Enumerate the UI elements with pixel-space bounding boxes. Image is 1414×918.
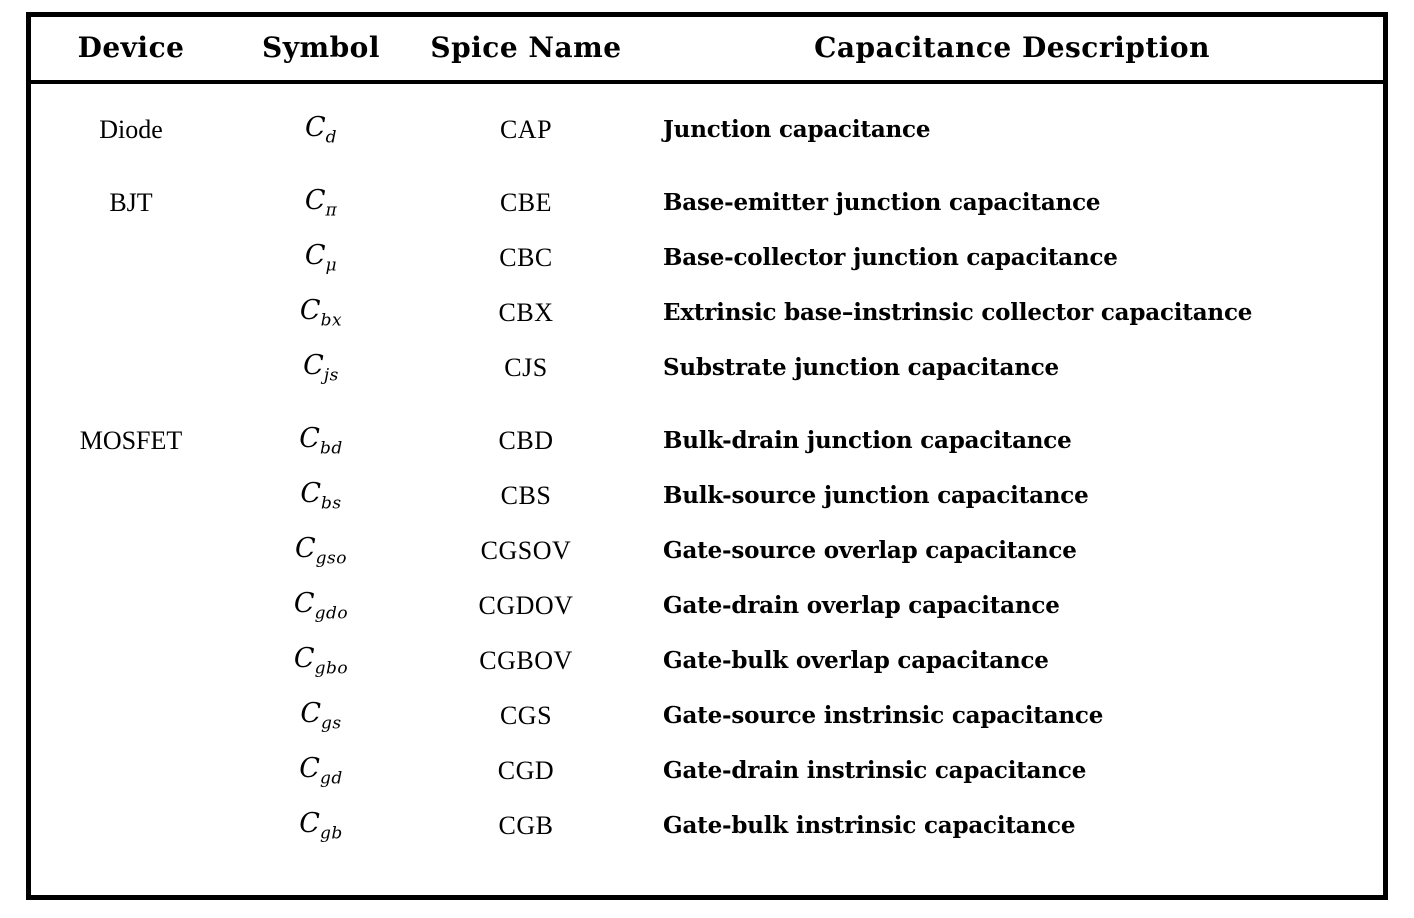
symbol-base: C bbox=[300, 697, 322, 729]
cell-description: Gate-bulk overlap capacitance bbox=[663, 647, 1049, 674]
table-body bbox=[31, 82, 1383, 853]
cell-device bbox=[31, 230, 231, 285]
cell-description: Base-emitter junction capacitance bbox=[663, 189, 1101, 216]
cell-device: Diode bbox=[99, 114, 163, 144]
cell-symbol bbox=[231, 157, 411, 230]
cell-symbol bbox=[231, 688, 411, 743]
table-row bbox=[31, 285, 1383, 340]
symbol-subscript: gs bbox=[321, 713, 342, 734]
cell-symbol bbox=[231, 285, 411, 340]
capacitance-table bbox=[31, 17, 1383, 853]
table-row bbox=[31, 230, 1383, 285]
cell-description: Base-collector junction capacitance bbox=[663, 244, 1118, 271]
cell-description: Extrinsic base–instrinsic collector capacitance bbox=[663, 299, 1253, 326]
table-row bbox=[31, 395, 1383, 468]
cell-description: Gate-source instrinsic capacitance bbox=[663, 702, 1104, 729]
cell-spice-name: CGD bbox=[497, 755, 555, 785]
symbol-base: C bbox=[293, 587, 315, 619]
cell-device bbox=[31, 285, 231, 340]
cell-device bbox=[31, 688, 231, 743]
symbol-base: C bbox=[303, 349, 324, 381]
cell-spice-name: CBX bbox=[498, 297, 554, 327]
cell-spice-name: CBD bbox=[498, 425, 554, 455]
header-row bbox=[31, 17, 1383, 82]
cell-symbol bbox=[231, 633, 411, 688]
cell-device bbox=[31, 743, 231, 798]
capacitance-table-frame bbox=[26, 12, 1388, 900]
cell-device bbox=[31, 798, 231, 853]
cell-device bbox=[31, 633, 231, 688]
table-row bbox=[31, 468, 1383, 523]
cell-symbol bbox=[231, 578, 411, 633]
header-symbol: Symbol bbox=[261, 31, 380, 64]
symbol-subscript: gso bbox=[315, 548, 347, 569]
table-row bbox=[31, 633, 1383, 688]
cell-spice-name: CGS bbox=[499, 700, 553, 730]
symbol-subscript: d bbox=[325, 127, 338, 148]
table-header bbox=[31, 17, 1383, 82]
cell-description: Substrate junction capacitance bbox=[663, 354, 1059, 381]
symbol-subscript: μ bbox=[325, 255, 338, 276]
cell-spice-name: CGSOV bbox=[480, 535, 572, 565]
cell-symbol bbox=[231, 743, 411, 798]
cell-description: Bulk-source junction capacitance bbox=[663, 482, 1089, 509]
table-row bbox=[31, 798, 1383, 853]
header-spice-name: Spice Name bbox=[430, 31, 622, 64]
cell-device: BJT bbox=[109, 187, 153, 217]
table-row bbox=[31, 523, 1383, 578]
cell-description: Junction capacitance bbox=[663, 116, 931, 143]
cell-device bbox=[31, 468, 231, 523]
cell-spice-name: CGB bbox=[498, 810, 554, 840]
table-row bbox=[31, 82, 1383, 157]
symbol-subscript: bs bbox=[321, 493, 342, 514]
cell-device bbox=[31, 340, 231, 395]
symbol-base: C bbox=[304, 184, 326, 216]
symbol-base: C bbox=[293, 642, 315, 674]
cell-description: Gate-bulk instrinsic capacitance bbox=[663, 812, 1076, 839]
cell-device bbox=[31, 578, 231, 633]
table-row bbox=[31, 688, 1383, 743]
symbol-base: C bbox=[304, 111, 326, 143]
header-capacitance-description: Capacitance Description bbox=[814, 31, 1210, 64]
cell-symbol bbox=[231, 340, 411, 395]
cell-device: MOSFET bbox=[79, 425, 183, 455]
symbol-base: C bbox=[300, 477, 322, 509]
symbol-subscript: bx bbox=[320, 310, 343, 331]
cell-spice-name: CBS bbox=[500, 480, 552, 510]
cell-symbol bbox=[231, 523, 411, 578]
table-row bbox=[31, 578, 1383, 633]
symbol-subscript: js bbox=[323, 365, 339, 386]
cell-description: Bulk-drain junction capacitance bbox=[663, 427, 1072, 454]
symbol-subscript: gbo bbox=[314, 658, 349, 679]
symbol-base: C bbox=[299, 807, 320, 839]
cell-description: Gate-drain overlap capacitance bbox=[663, 592, 1060, 619]
symbol-subscript: gb bbox=[319, 823, 343, 844]
table-row bbox=[31, 157, 1383, 230]
cell-spice-name: CBE bbox=[499, 187, 553, 217]
symbol-base: C bbox=[294, 532, 316, 564]
cell-device bbox=[31, 523, 231, 578]
cell-description: Gate-source overlap capacitance bbox=[663, 537, 1077, 564]
cell-symbol bbox=[231, 798, 411, 853]
table-row bbox=[31, 743, 1383, 798]
symbol-subscript: gd bbox=[319, 768, 343, 789]
cell-spice-name: CGBOV bbox=[479, 645, 573, 675]
cell-spice-name: CAP bbox=[499, 114, 553, 144]
symbol-base: C bbox=[299, 294, 321, 326]
cell-spice-name: CGDOV bbox=[478, 590, 574, 620]
cell-description: Gate-drain instrinsic capacitance bbox=[663, 757, 1087, 784]
header-device: Device bbox=[77, 31, 185, 64]
cell-symbol bbox=[231, 230, 411, 285]
cell-symbol bbox=[231, 395, 411, 468]
symbol-subscript: bd bbox=[319, 438, 343, 459]
symbol-base: C bbox=[304, 239, 326, 271]
table-row bbox=[31, 340, 1383, 395]
symbol-subscript: gdo bbox=[314, 603, 349, 624]
cell-spice-name: CJS bbox=[504, 352, 548, 382]
symbol-base: C bbox=[299, 752, 320, 784]
symbol-subscript: π bbox=[325, 200, 338, 221]
cell-symbol bbox=[231, 82, 411, 157]
symbol-base: C bbox=[299, 422, 320, 454]
cell-spice-name: CBC bbox=[499, 242, 553, 272]
cell-symbol bbox=[231, 468, 411, 523]
